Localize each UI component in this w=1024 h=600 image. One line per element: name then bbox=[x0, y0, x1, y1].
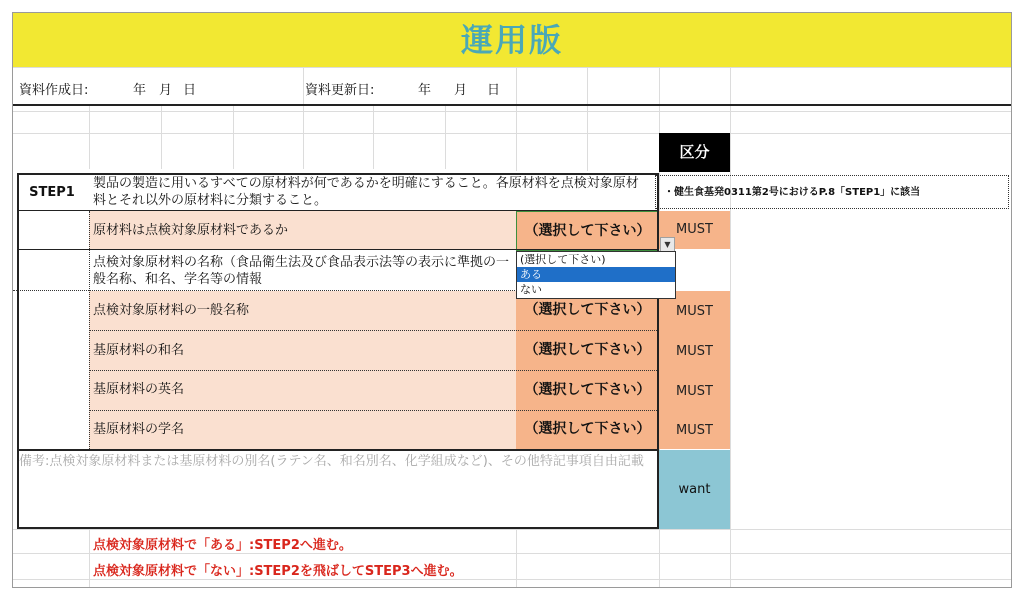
row-label: 基原材料の和名 bbox=[93, 343, 185, 358]
grid-line bbox=[445, 105, 446, 169]
row-divider bbox=[89, 330, 659, 331]
grid-line bbox=[89, 105, 90, 169]
category-value: MUST bbox=[676, 423, 713, 438]
footer-instruction-2: 点検対象原材料で「ない」:STEP2を飛ばしてSTEP3へ進む。 bbox=[93, 564, 463, 579]
created-month: 月 bbox=[159, 83, 173, 98]
updated-month: 月 bbox=[454, 83, 468, 98]
grid-line bbox=[13, 553, 1011, 554]
dropdown-arrow-icon[interactable]: ▼ bbox=[660, 237, 675, 252]
select-cell[interactable]: （選択して下さい） bbox=[524, 421, 651, 437]
select-cell[interactable]: （選択して下さい） bbox=[524, 342, 651, 358]
remarks-category: want bbox=[659, 450, 730, 529]
category-value: MUST bbox=[676, 304, 713, 319]
row-label: 基原材料の英名 bbox=[93, 382, 185, 397]
step-description: 製品の製造に用いるすべての原材料が何であるかを明確にすること。各原材料を点検対象原材料とそれ以外の原材料に分類すること。 bbox=[93, 176, 639, 208]
grid-line bbox=[587, 67, 588, 171]
category-value: MUST bbox=[676, 222, 713, 237]
grid-line bbox=[13, 111, 1011, 112]
grid-line bbox=[233, 105, 234, 169]
grid-line bbox=[730, 67, 731, 587]
row-label: 原材料は点検対象原材料であるか bbox=[93, 223, 289, 238]
created-day: 日 bbox=[183, 83, 197, 98]
category-value: MUST bbox=[676, 384, 713, 399]
category-header: 区分 bbox=[659, 133, 730, 172]
grid-line bbox=[13, 529, 1011, 530]
select-cell[interactable]: （選択して下さい） bbox=[516, 211, 659, 251]
updated-year: 年 bbox=[418, 83, 432, 98]
table-border bbox=[17, 449, 659, 451]
footer-instruction-1: 点検対象原材料で「ある」:STEP2へ進む。 bbox=[93, 538, 352, 553]
dropdown-option[interactable]: (選択して下さい) bbox=[520, 253, 606, 266]
category-value: MUST bbox=[676, 344, 713, 359]
col-divider bbox=[89, 211, 90, 449]
table-border bbox=[17, 527, 659, 529]
title-bar bbox=[13, 13, 1011, 67]
updated-date-label: 資料更新日: bbox=[305, 83, 375, 98]
table-border bbox=[17, 210, 659, 211]
grid-line bbox=[516, 67, 517, 171]
created-date-label: 資料作成日: bbox=[19, 83, 89, 98]
row-label: 点検対象原材料の一般名称 bbox=[93, 303, 250, 318]
row-divider bbox=[89, 370, 659, 371]
grid-line bbox=[13, 579, 1011, 580]
dropdown-list[interactable] bbox=[516, 251, 676, 299]
grid-line bbox=[303, 67, 304, 169]
grid-line bbox=[161, 105, 162, 169]
created-year: 年 bbox=[133, 83, 147, 98]
step-label: STEP1 bbox=[29, 185, 75, 200]
grid-line bbox=[13, 67, 1011, 68]
row-label: 基原材料の学名 bbox=[93, 422, 185, 437]
sheet-title: 運用版 bbox=[460, 21, 563, 59]
reference-note: ・健生食基発0311第2号におけるP.8「STEP1」に該当 bbox=[655, 175, 1009, 209]
updated-day: 日 bbox=[487, 83, 501, 98]
grid-line bbox=[373, 105, 374, 169]
grid-line bbox=[89, 529, 90, 587]
remarks-text[interactable]: 備考:点検対象原材料または基原材料の別名(ラテン名、和名別名、化学組成など)、その他特記事項自由記載 bbox=[19, 454, 644, 469]
table-border bbox=[17, 173, 659, 175]
select-cell[interactable]: （選択して下さい） bbox=[524, 382, 651, 398]
row-divider bbox=[89, 410, 659, 411]
select-cell[interactable]: （選択して下さい） bbox=[524, 302, 651, 318]
grid-line bbox=[516, 529, 517, 587]
dropdown-option-selected[interactable]: ある bbox=[517, 267, 675, 282]
table-border bbox=[17, 173, 19, 529]
row-label: 点検対象原材料の名称（食品衛生法及び食品表示法等の表示に準拠の一般名称、和名、学名等の情報 bbox=[93, 255, 510, 287]
dropdown-option[interactable]: ない bbox=[520, 283, 542, 296]
table-border bbox=[17, 249, 659, 250]
spreadsheet bbox=[12, 12, 1012, 588]
grid-line bbox=[13, 133, 1011, 134]
date-row-border bbox=[13, 104, 1011, 106]
